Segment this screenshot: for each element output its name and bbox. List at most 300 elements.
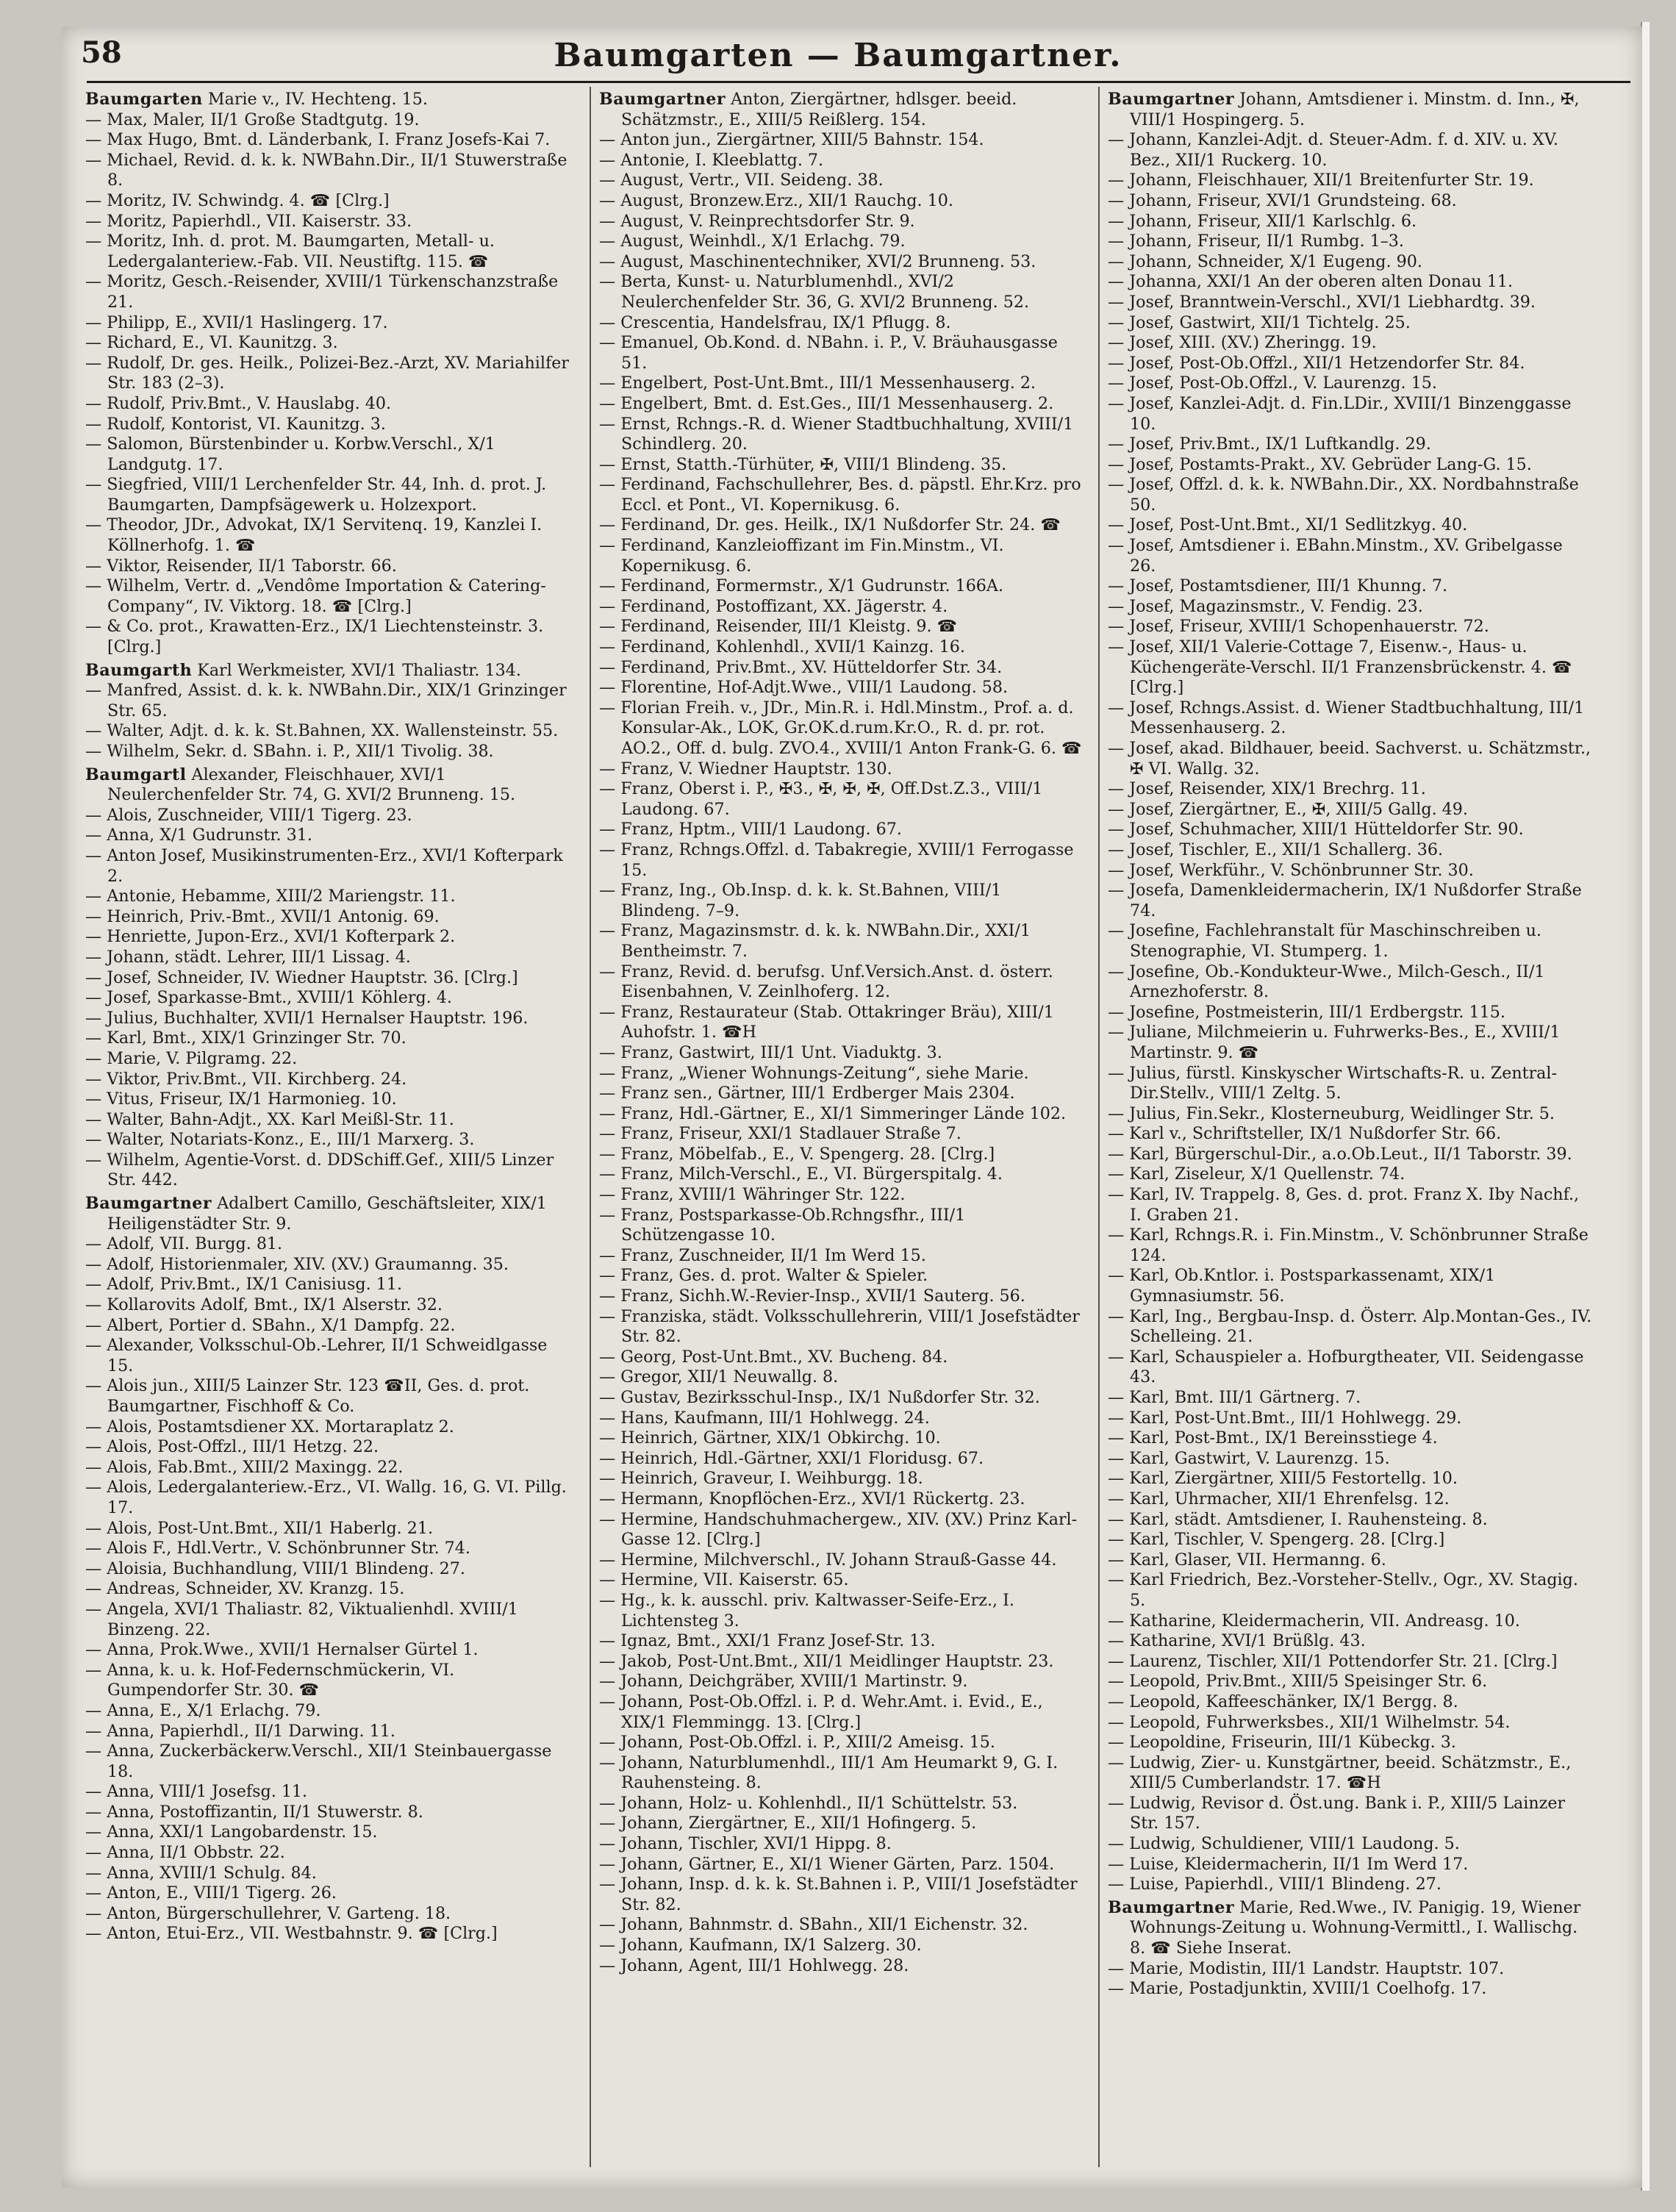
directory-entry <box>599 658 1084 679</box>
entry-text: — Karl, Glaser, VII. Hermanng. 6. <box>1108 1550 1386 1569</box>
entry-text: — Franz, Oberst i. P., ✠3., ✠, ✠, ✠, Off.Dst.Z.3., VIII/1 Laudong. 67. <box>599 779 1043 819</box>
entry-text: — Franz, Sichh.W.-Revier-Insp., XVII/1 Sauterg. 56. <box>599 1286 1025 1306</box>
directory-entry <box>85 212 570 232</box>
entry-text: — Franz, Revid. d. berufsg. Unf.Versich.Anst. d. österr. Eisenbahnen, V. Zeinlhoferg. 12. <box>599 962 1053 1002</box>
directory-entry <box>85 927 570 948</box>
directory-entry <box>1108 1225 1593 1266</box>
entry-text: — Katharine, XVI/1 Brüßlg. 43. <box>1108 1631 1366 1651</box>
entry-text: — & Co. prot., Krawatten-Erz., IX/1 Liechtensteinstr. 3. [Clrg.] <box>85 617 544 657</box>
entry-text: — Karl, Ob.Kntlor. i. Postsparkassenamt, XIX/1 Gymnasiumstr. 56. <box>1108 1266 1496 1306</box>
directory-entry <box>1108 90 1593 130</box>
directory-entry <box>599 90 1084 130</box>
entry-text: Alexander, Fleischhauer, XVI/1 Neulerchenfelder Str. 74, G. XVI/2 Brunneng. 15. <box>107 765 516 805</box>
directory-entry <box>1108 861 1593 881</box>
directory-entry <box>1108 1834 1593 1855</box>
directory-entry <box>1108 1023 1593 1063</box>
entry-text: — August, Weinhdl., X/1 Erlachg. 79. <box>599 232 906 251</box>
directory-entry <box>599 1875 1084 1915</box>
directory-entry <box>599 1489 1084 1510</box>
directory-entry <box>599 1206 1084 1246</box>
directory-entry <box>85 887 570 907</box>
directory-entry <box>599 252 1084 273</box>
directory-entry <box>85 354 570 394</box>
entry-surname: Baumgartner <box>85 1194 212 1214</box>
entry-text: — Karl, Bmt., XIX/1 Grinzinger Str. 70. <box>85 1028 407 1048</box>
entry-text: Karl Werkmeister, XVI/1 Thaliastr. 134. <box>192 660 521 680</box>
entry-text: — Alexander, Volksschul-Ob.-Lehrer, II/1 Schweidlgasse 15. <box>85 1336 548 1375</box>
directory-entry <box>85 415 570 435</box>
entry-surname: Baumgartner <box>599 90 726 109</box>
entry-text: — Josef, XII/1 Valerie-Cottage 7, Eisenw.-, Haus- u. Küchengeräte-Verschl. II/1 Franzensbrückenstr. 4. ☎ [Clrg.] <box>1108 637 1572 698</box>
entry-text: — Adolf, Historienmaler, XIV. (XV.) Graumanng. 35. <box>85 1254 509 1274</box>
directory-entry <box>599 1449 1084 1470</box>
directory-entry <box>599 881 1084 921</box>
running-head: Baumgarten — Baumgartner. <box>554 37 1122 74</box>
entry-text: — Johann, Agent, III/1 Hohlwegg. 28. <box>599 1955 909 1975</box>
directory-entry <box>1108 1713 1593 1733</box>
directory-entry <box>1108 1185 1593 1225</box>
directory-entry <box>1108 373 1593 394</box>
entry-text: — Wilhelm, Agentie-Vorst. d. DDSchiff.Gef., XIII/5 Linzer Str. 442. <box>85 1150 554 1190</box>
directory-entry <box>85 1519 570 1539</box>
directory-entry <box>1108 293 1593 313</box>
directory-entry <box>599 1469 1084 1489</box>
entry-text: — Josefa, Damenkleidermacherin, IX/1 Nußdorfer Straße 74. <box>1108 881 1582 920</box>
directory-entry <box>85 191 570 212</box>
directory-entry <box>1108 1631 1593 1652</box>
directory-entry <box>599 1286 1084 1307</box>
directory-entry <box>85 1234 570 1255</box>
entry-text: — Karl, Bmt. III/1 Gärtnerg. 7. <box>1108 1388 1361 1407</box>
directory-entry <box>85 1009 570 1029</box>
entry-text: — Marie, V. Pilgramg. 22. <box>85 1048 298 1068</box>
entry-text: — Alois jun., XIII/5 Lainzer Str. 123 ☎II, Ges. d. prot. Baumgartner, Fischhoff & Co. <box>85 1376 530 1416</box>
entry-surname: Baumgartl <box>85 765 187 784</box>
directory-entry <box>85 806 570 826</box>
entry-text: — Karl, Post-Bmt., IX/1 Bereinsstiege 4. <box>1108 1428 1438 1448</box>
directory-entry <box>599 1367 1084 1388</box>
entry-text: — Johann, Ziergärtner, E., XII/1 Hofingerg. 5. <box>599 1814 977 1833</box>
entry-text: — Josef, Tischler, E., XII/1 Schallerg. 36. <box>1108 840 1444 859</box>
entry-text: — Karl, Tischler, V. Spengerg. 28. [Clrg.] <box>1108 1530 1445 1550</box>
entry-text: — Gustav, Bezirksschul-Insp., IX/1 Nußdorfer Str. 32. <box>599 1388 1040 1407</box>
directory-entry <box>599 1591 1084 1631</box>
entry-text: — Jakob, Post-Unt.Bmt., XII/1 Meidlinger Hauptstr. 23. <box>599 1651 1054 1671</box>
directory-entry <box>85 1417 570 1438</box>
entry-text: — Anton jun., Ziergärtner, XIII/5 Bahnstr. 154. <box>599 130 984 150</box>
entry-text: — Rudolf, Kontorist, VI. Kaunitzg. 3. <box>85 414 386 434</box>
directory-entry <box>599 597 1084 618</box>
directory-entry <box>85 394 570 415</box>
directory-entry <box>1108 191 1593 212</box>
directory-entry <box>1108 1003 1593 1023</box>
directory-entry <box>599 1510 1084 1550</box>
directory-entry <box>599 1855 1084 1875</box>
entry-text: — Anna, II/1 Obbstr. 22. <box>85 1843 285 1863</box>
entry-text: — Wilhelm, Sekr. d. SBahn. i. P., XII/1 Tivolig. 38. <box>85 742 494 761</box>
entry-text: — Heinrich, Graveur, I. Weihburgg. 18. <box>599 1469 923 1489</box>
entry-text: — Anna, XXI/1 Langobardenstr. 15. <box>85 1822 378 1842</box>
entry-text: — Laurenz, Tischler, XII/1 Pottendorfer Str. 21. [Clrg.] <box>1108 1651 1558 1671</box>
directory-entry <box>85 1070 570 1090</box>
directory-entry <box>599 840 1084 881</box>
entry-text: — Franz, XVIII/1 Währinger Str. 122. <box>599 1185 906 1205</box>
directory-entry <box>85 661 570 681</box>
entry-text: — Josef, Offzl. d. k. k. NWBahn.Dir., XX. Nordbahnstraße 50. <box>1108 475 1579 515</box>
entry-text: — Franz sen., Gärtner, III/1 Erdberger Mais 2304. <box>599 1084 1015 1103</box>
entry-text: — Josefine, Postmeisterin, III/1 Erdbergstr. 115. <box>1108 1002 1505 1022</box>
entry-text: — Anna, E., X/1 Erlachg. 79. <box>85 1700 321 1720</box>
directory-entry <box>1108 1979 1593 2000</box>
directory-entry <box>85 1437 570 1458</box>
directory-entry <box>1108 617 1593 637</box>
entry-text: — Johann, Friseur, XVI/1 Grundsteing. 68. <box>1108 190 1457 210</box>
directory-entry <box>85 1295 570 1316</box>
directory-entry <box>85 1701 570 1722</box>
directory-entry <box>599 191 1084 212</box>
directory-entry <box>599 1185 1084 1206</box>
directory-entry <box>599 475 1084 515</box>
directory-entry <box>1108 698 1593 739</box>
entry-text: — Johann, Schneider, X/1 Eugeng. 90. <box>1108 251 1422 271</box>
entry-text: — August, Maschinentechniker, XVI/2 Brunneng. 53. <box>599 251 1036 271</box>
entry-text: — Ludwig, Schuldiener, VIII/1 Laudong. 5. <box>1108 1834 1460 1854</box>
directory-entry <box>1108 881 1593 921</box>
directory-entry <box>599 678 1084 698</box>
entry-text: — Ferdinand, Priv.Bmt., XV. Hütteldorfer Str. 34. <box>599 657 1003 677</box>
directory-entry <box>599 1652 1084 1672</box>
entry-text: — Leopold, Fuhrwerksbes., XII/1 Wilhelmstr. 54. <box>1108 1712 1511 1732</box>
directory-entry <box>1108 455 1593 476</box>
directory-entry <box>85 742 570 762</box>
directory-entry <box>85 1843 570 1864</box>
entry-text: — Luise, Papierhdl., VIII/1 Blindeng. 27. <box>1108 1875 1442 1894</box>
directory-entry <box>85 1336 570 1376</box>
page-number: 58 <box>81 35 122 70</box>
directory-entry <box>599 820 1084 840</box>
entry-text: — Josef, Gastwirt, XII/1 Tichtelg. 25. <box>1108 312 1411 332</box>
entry-text: — Franz, Möbelfab., E., V. Spengerg. 28. [Clrg.] <box>599 1144 995 1164</box>
entry-text: — Johann, Naturblumenhdl., III/1 Am Heumarkt 9, G. I. Rauhensteing. 8. <box>599 1753 1059 1793</box>
directory-entry <box>599 1631 1084 1652</box>
entry-text: — Ferdinand, Kohlenhdl., XVII/1 Kainzg. 16. <box>599 637 965 657</box>
entry-text: — Theodor, JDr., Advokat, IX/1 Servitenq. 19, Kanzlei I. Köllnerhofg. 1. ☎ <box>85 515 542 556</box>
directory-entry <box>599 1104 1084 1125</box>
directory-entry <box>1108 354 1593 374</box>
entry-text: — Michael, Revid. d. k. k. NWBahn.Dir., II/1 Stuwerstraße 8. <box>85 150 567 190</box>
directory-entry <box>1108 1652 1593 1672</box>
entry-text: — Salomon, Bürstenbinder u. Korbw.Verschl., X/1 Landgutg. 17. <box>85 434 495 474</box>
directory-entry <box>1108 130 1593 171</box>
directory-entry <box>599 1753 1084 1794</box>
entry-text: — Hermann, Knopflöchen-Erz., XVI/1 Rückertg. 23. <box>599 1489 1025 1508</box>
directory-entry <box>1108 1753 1593 1794</box>
directory-entry <box>1108 1449 1593 1470</box>
entry-text: — Johann, Friseur, II/1 Rumbg. 1–3. <box>1108 232 1404 251</box>
entry-text: — Johann, Post-Ob.Offzl. i. P., XIII/2 Ameisg. 15. <box>599 1733 995 1753</box>
directory-entry <box>1108 1388 1593 1409</box>
entry-text: Anton, Ziergärtner, hdlsger. beeid. Schätzmstr., E., XIII/5 Reißlerg. 154. <box>621 90 1017 129</box>
directory-entry <box>85 1110 570 1131</box>
entry-text: — Karl v., Schriftsteller, IX/1 Nußdorfer Str. 66. <box>1108 1124 1502 1144</box>
directory-entry <box>599 515 1084 536</box>
entry-text: — Anna, X/1 Gudrunstr. 31. <box>85 826 312 845</box>
directory-entry <box>85 1255 570 1275</box>
directory-entry <box>599 1307 1084 1347</box>
entry-text: — Angela, XVI/1 Thaliastr. 82, Viktualienhdl. XVIII/1 Binzeng. 22. <box>85 1599 518 1639</box>
entry-text: — Hg., k. k. ausschl. priv. Kaltwasser-Seife-Erz., I. Lichtensteg 3. <box>599 1590 1014 1631</box>
entry-text: — Anna, Postoffizantin, II/1 Stuwerstr. 8. <box>85 1802 423 1822</box>
directory-entry <box>1108 1875 1593 1895</box>
entry-text: — Moritz, IV. Schwindg. 4. ☎ [Clrg.] <box>85 190 390 210</box>
entry-text: — Viktor, Reisender, II/1 Taborstr. 66. <box>85 556 397 576</box>
entry-text: — Franz, V. Wiedner Hauptstr. 130. <box>599 759 892 779</box>
directory-entry <box>599 1266 1084 1286</box>
entry-text: — Johanna, XXI/1 An der oberen alten Donau 11. <box>1108 272 1514 292</box>
entry-text: — Antonie, I. Kleeblattg. 7. <box>599 150 824 170</box>
directory-entry <box>1108 779 1593 800</box>
directory-entry <box>85 333 570 354</box>
entry-text: — Walter, Notariats-Konz., E., III/1 Marxerg. 3. <box>85 1130 475 1150</box>
entry-text: — Josef, Post-Ob.Offzl., V. Laurenzg. 15. <box>1108 373 1437 393</box>
directory-entry <box>85 1539 570 1559</box>
entry-text: — Florian Freih. v., JDr., Min.R. i. Hdl.Minstm., Prof. a. d. Konsular-Ak., LOK, Gr.OK.d.rum.Kr.O., R. d. pr. rot. AO.2., Off. d. bulg. ZVO.4., XVIII/1 Anton Frank-G. 6. ☎ <box>599 698 1082 758</box>
entry-text: — Adolf, VII. Burgg. 81. <box>85 1234 283 1254</box>
entry-text: — Marie, Postadjunktin, XVIII/1 Coelhofg. 17. <box>1108 1979 1487 1999</box>
directory-entry <box>1108 1164 1593 1185</box>
directory-entry <box>1108 1104 1593 1125</box>
directory-entry <box>599 1814 1084 1834</box>
entry-text: — Ferdinand, Kanzleioffizant im Fin.Minstm., VI. Kopernikusg. 6. <box>599 536 1004 576</box>
entry-text: — Karl, Ziseleur, X/1 Quellenstr. 74. <box>1108 1164 1405 1184</box>
entry-text: — Viktor, Priv.Bmt., VII. Kirchberg. 24. <box>85 1069 407 1089</box>
entry-text: — Marie, Modistin, III/1 Landstr. Hauptstr. 107. <box>1108 1958 1505 1978</box>
directory-entry <box>85 1600 570 1640</box>
entry-text: — Adolf, Priv.Bmt., IX/1 Canisiusg. 11. <box>85 1275 402 1295</box>
directory-entry <box>1108 1428 1593 1449</box>
directory-entry <box>599 1550 1084 1571</box>
entry-text: — Julius, Fin.Sekr., Klosterneuburg, Weidlinger Str. 5. <box>1108 1103 1555 1123</box>
directory-entry <box>85 1089 570 1110</box>
entry-text: — Engelbert, Bmt. d. Est.Ges., III/1 Messenhauserg. 2. <box>599 393 1054 413</box>
entry-text: — Josef, Friseur, XVIII/1 Schopenhauerstr. 72. <box>1108 617 1489 637</box>
entry-text: — Franz, Milch-Verschl., E., VI. Bürgerspitalg. 4. <box>599 1164 1003 1184</box>
directory-entry <box>1108 597 1593 618</box>
directory-entry <box>599 1570 1084 1591</box>
directory-entry <box>85 1559 570 1580</box>
directory-entry <box>599 333 1084 373</box>
directory-entry <box>85 1275 570 1295</box>
entry-text: — Franz, Hdl.-Gärtner, E., XI/1 Simmeringer Lände 102. <box>599 1103 1067 1123</box>
entry-text: — Moritz, Papierhdl., VII. Kaiserstr. 33. <box>85 211 412 231</box>
directory-entry <box>85 90 570 110</box>
entry-text: — Karl, städt. Amtsdiener, I. Rauhensteing. 8. <box>1108 1509 1488 1529</box>
entry-text: — Alois, Ledergalanteriew.-Erz., VI. Wallg. 16, G. VI. Pillg. 17. <box>85 1478 567 1517</box>
directory-entry <box>85 968 570 989</box>
entry-text: — Katharine, Kleidermacherin, VII. Andreasg. 10. <box>1108 1611 1520 1631</box>
directory-entry <box>1108 1510 1593 1531</box>
entry-text: — Albert, Portier d. SBahn., X/1 Dampfg. 22. <box>85 1315 456 1335</box>
entry-text: — Franz, Magazinsmstr. d. k. k. NWBahn.Dir., XXI/1 Bentheimstr. 7. <box>599 921 1031 961</box>
entry-text: — Aloisia, Buchhandlung, VIII/1 Blindeng. 27. <box>85 1558 465 1578</box>
directory-entry <box>599 576 1084 597</box>
entry-text: — Johann, Friseur, XII/1 Karlschlg. 6. <box>1108 211 1417 231</box>
directory-entry <box>1108 921 1593 962</box>
entry-text: — Ferdinand, Fachschullehrer, Bes. d. päpstl. Ehr.Krz. pro Eccl. et Pont., VI. Kopernikusg. 6. <box>599 475 1081 515</box>
entry-text: — Julius, fürstl. Kinskyscher Wirtschafts-R. u. Zentral-Dir.Stellv., VIII/1 Zeltg. 5. <box>1108 1063 1557 1103</box>
directory-entry <box>85 907 570 928</box>
directory-entry <box>599 1003 1084 1043</box>
entry-text: — Gregor, XII/1 Neuwallg. 8. <box>599 1367 839 1387</box>
entry-text: — Franz, Friseur, XXI/1 Stadlauer Straße 7. <box>599 1124 961 1144</box>
directory-entry <box>1108 1733 1593 1753</box>
entry-text: — Franz, Rchngs.Offzl. d. Tabakregie, XVIII/1 Ferrogasse 15. <box>599 840 1074 880</box>
entry-text: — Franziska, städt. Volksschullehrerin, VIII/1 Josefstädter Str. 82. <box>599 1306 1080 1347</box>
directory-entry <box>85 1864 570 1884</box>
entry-text: — Ernst, Rchngs.-R. d. Wiener Stadtbuchhaltung, XVIII/1 Schindlerg. 20. <box>599 414 1074 454</box>
entry-text: — Josef, Rchngs.Assist. d. Wiener Stadtbuchhaltung, III/1 Messenhauserg. 2. <box>1108 698 1585 738</box>
directory-entry <box>599 536 1084 576</box>
directory-entry <box>1108 1672 1593 1692</box>
directory-entry <box>85 110 570 131</box>
directory-entry <box>1108 637 1593 698</box>
entry-text: — Johann, Fleischhauer, XII/1 Breitenfurter Str. 19. <box>1108 171 1534 190</box>
entry-text: — Julius, Buchhalter, XVII/1 Hernalser Hauptstr. 196. <box>85 1008 529 1028</box>
directory-entry <box>599 151 1084 171</box>
entry-text: — Alois, Postamtsdiener XX. Mortaraplatz 2. <box>85 1417 454 1436</box>
directory-entry <box>85 1478 570 1518</box>
directory-entry <box>1108 272 1593 293</box>
directory-entry <box>1108 1145 1593 1165</box>
entry-text: — Berta, Kunst- u. Naturblumenhdl., XVI/2 Neulerchenfelder Str. 36, G. XVI/2 Brunneng. 52. <box>599 272 1030 312</box>
directory-entry <box>85 1130 570 1150</box>
entry-text: — Josef, XIII. (XV.) Zheringg. 19. <box>1108 333 1377 353</box>
entry-text: — Hermine, Milchverschl., IV. Johann Strauß-Gasse 44. <box>599 1550 1057 1569</box>
directory-entry <box>85 272 570 312</box>
entry-text: — Alois F., Hdl.Vertr., V. Schönbrunner Str. 74. <box>85 1539 470 1558</box>
entry-text: — Josef, Magazinsmstr., V. Fendig. 23. <box>1108 596 1423 616</box>
directory-entry <box>85 515 570 556</box>
entry-text: — Karl, Bürgerschul-Dir., a.o.Ob.Leut., II/1 Taborstr. 39. <box>1108 1144 1572 1164</box>
directory-entry <box>85 1579 570 1600</box>
directory-entry <box>599 1164 1084 1185</box>
directory-entry <box>85 1458 570 1478</box>
directory-entry <box>1108 1124 1593 1145</box>
entry-text: — Engelbert, Post-Unt.Bmt., III/1 Messenhauserg. 2. <box>599 373 1036 393</box>
directory-entry <box>599 1428 1084 1449</box>
entry-text: — Josef, Amtsdiener i. EBahn.Minstm., XV. Gribelgasse 26. <box>1108 536 1563 576</box>
entry-surname: Baumgartner <box>1108 1897 1235 1917</box>
directory-entry <box>1108 171 1593 191</box>
entry-text: — Karl, Ziergärtner, XIII/5 Festortellg. 10. <box>1108 1469 1458 1489</box>
directory-entry <box>599 1834 1084 1855</box>
entry-text: — Josef, Priv.Bmt., IX/1 Luftkandlg. 29. <box>1108 434 1431 454</box>
entry-text: — Hans, Kaufmann, III/1 Hohlwegg. 24. <box>599 1408 930 1428</box>
entry-text: — Max, Maler, II/1 Große Stadtgutg. 19. <box>85 110 420 129</box>
entry-text: — Georg, Post-Unt.Bmt., XV. Bucheng. 84. <box>599 1347 948 1367</box>
directory-entry <box>599 1672 1084 1692</box>
entry-text: — Alois, Fab.Bmt., XIII/2 Maxingg. 22. <box>85 1457 404 1477</box>
directory-entry <box>599 394 1084 415</box>
directory-entry <box>1108 576 1593 597</box>
directory-entry <box>85 1822 570 1843</box>
entry-text: — Josefine, Ob.-Kondukteur-Wwe., Milch-Gesch., II/1 Arnezhoferstr. 8. <box>1108 962 1545 1002</box>
directory-entry <box>599 1347 1084 1368</box>
directory-entry <box>1108 212 1593 232</box>
entry-text: — Franz, Gastwirt, III/1 Unt. Viaduktg. 3. <box>599 1042 942 1062</box>
directory-entry <box>599 1733 1084 1753</box>
directory-entry <box>1108 1307 1593 1347</box>
directory-entry <box>1108 962 1593 1003</box>
entry-text: — Johann, Deichgräber, XVIII/1 Martinstr. 9. <box>599 1672 968 1692</box>
column-2 <box>599 87 1084 2175</box>
entry-text: — Crescentia, Handelsfrau, IX/1 Pflugg. 8. <box>599 312 951 332</box>
entry-text: — Franz, Hptm., VIII/1 Laudong. 67. <box>599 820 902 840</box>
directory-entry <box>599 921 1084 962</box>
directory-entry <box>1108 1064 1593 1104</box>
entry-text: — Walter, Bahn-Adjt., XX. Karl Meißl-Str. 11. <box>85 1109 454 1129</box>
directory-entry <box>599 313 1084 334</box>
entry-text: — Anna, Papierhdl., II/1 Darwing. 11. <box>85 1721 395 1741</box>
directory-entry <box>599 1915 1084 1936</box>
entry-text: — Johann, Tischler, XVI/1 Hippg. 8. <box>599 1834 892 1854</box>
entry-text: — Anton, Etui-Erz., VII. Westbahnstr. 9. ☎ [Clrg.] <box>85 1924 498 1944</box>
entry-text: — Karl, Uhrmacher, XII/1 Ehrenfelsg. 12. <box>1108 1489 1450 1508</box>
directory-entry <box>85 1782 570 1803</box>
entry-text: — Ludwig, Revisor d. Öst.ung. Bank i. P., XIII/5 Lainzer Str. 157. <box>1108 1793 1566 1833</box>
entry-text: — Franz, Postsparkasse-Ob.Rchngsfhr., III/1 Schützengasse 10. <box>599 1205 966 1245</box>
header-rule <box>87 81 1630 83</box>
directory-entry <box>599 779 1084 820</box>
column-divider <box>590 87 591 2167</box>
directory-entry <box>85 1924 570 1944</box>
entry-text: — Ernst, Statth.-Türhüter, ✠, VIII/1 Blindeng. 35. <box>599 454 1007 474</box>
entry-text: — Moritz, Inh. d. prot. M. Baumgarten, Metall- u. Ledergalanteriew.-Fab. VII. Neustiftg. 115. ☎ <box>85 232 495 271</box>
entry-text: — Anton Josef, Musikinstrumenten-Erz., XVI/1 Kofterpark 2. <box>85 845 563 886</box>
directory-entry <box>1108 800 1593 820</box>
directory-entry <box>599 1692 1084 1733</box>
entry-text: — Franz, „Wiener Wohnungs-Zeitung“, siehe Marie. <box>599 1063 1029 1083</box>
directory-entry <box>1108 1898 1593 1959</box>
entry-text: — Alois, Post-Offzl., III/1 Hetzg. 22. <box>85 1437 379 1457</box>
entry-text: — Johann, Kaufmann, IX/1 Salzerg. 30. <box>599 1936 922 1955</box>
entry-text: — Franz, Ges. d. prot. Walter & Spieler. <box>599 1266 928 1286</box>
entry-text: — Josef, Branntwein-Verschl., XVI/1 Liebhardtg. 39. <box>1108 292 1536 312</box>
entry-text: — Anna, Prok.Wwe., XVII/1 Hernalser Gürtel 1. <box>85 1640 479 1660</box>
entry-text: — August, Vertr., VII. Seideng. 38. <box>599 171 884 190</box>
entry-text: — Ferdinand, Postoffizant, XX. Jägerstr. 4. <box>599 596 948 616</box>
entry-text: — Richard, E., VI. Kaunitzg. 3. <box>85 333 338 353</box>
directory-entry <box>599 617 1084 637</box>
entry-text: — Franz, Restaurateur (Stab. Ottakringer Bräu), XIII/1 Auhofstr. 1. ☎H <box>599 1002 1054 1042</box>
directory-entry <box>85 721 570 742</box>
entry-text: — Rudolf, Dr. ges. Heilk., Polizei-Bez.-Arzt, XV. Mariahilfer Str. 183 (2–3). <box>85 353 569 393</box>
entry-text: — Josef, Postamtsdiener, III/1 Khunng. 7. <box>1108 576 1448 596</box>
directory-entry <box>85 1640 570 1661</box>
entry-text: — Anna, XVIII/1 Schulg. 84. <box>85 1863 317 1883</box>
directory-entry <box>85 1661 570 1701</box>
entry-text: — Ignaz, Bmt., XXI/1 Franz Josef-Str. 13. <box>599 1631 936 1651</box>
entry-surname: Baumgarth <box>85 660 193 680</box>
directory-entry <box>599 1246 1084 1267</box>
directory-entry <box>1108 1347 1593 1388</box>
directory-entry <box>599 1936 1084 1956</box>
directory-entry <box>85 1150 570 1191</box>
column-divider <box>1098 87 1100 2167</box>
directory-entry <box>85 1722 570 1742</box>
entry-text: — Josef, Kanzlei-Adjt. d. Fin.LDir., XVIII/1 Binzenggasse 10. <box>1108 393 1572 434</box>
entry-text: — Alois, Zuschneider, VIII/1 Tigerg. 23. <box>85 805 412 825</box>
